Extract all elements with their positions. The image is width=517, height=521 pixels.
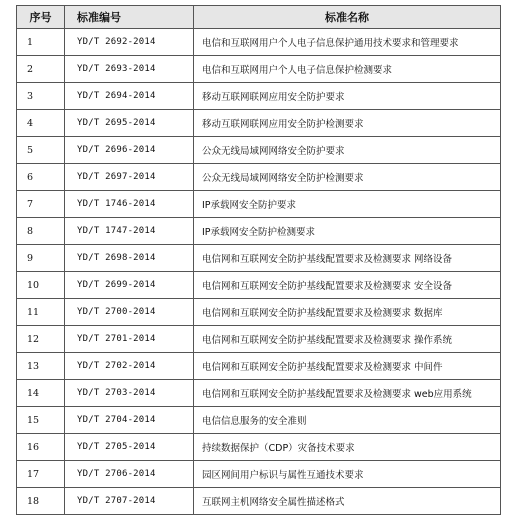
table-row	[17, 434, 501, 461]
table-row	[17, 83, 501, 110]
row-number: 12	[17, 326, 65, 353]
row-number: 10	[17, 272, 65, 299]
standards-table-container	[16, 5, 500, 515]
table-row	[17, 272, 501, 299]
row-code: YD/T 2707-2014	[65, 488, 194, 515]
row-number: 8	[17, 218, 65, 245]
row-name: IP承载网安全防护检测要求	[194, 218, 501, 245]
row-number: 3	[17, 83, 65, 110]
table-row	[17, 407, 501, 434]
header-row	[17, 6, 501, 29]
row-code: YD/T 2693-2014	[65, 56, 194, 83]
row-code: YD/T 2699-2014	[65, 272, 194, 299]
header-number: 序号	[17, 6, 65, 29]
table-row	[17, 137, 501, 164]
row-name: 互联网主机网络安全属性描述格式	[194, 488, 501, 515]
row-code: YD/T 2696-2014	[65, 137, 194, 164]
row-name: 电信信息服务的安全准则	[194, 407, 501, 434]
row-number: 15	[17, 407, 65, 434]
row-name: 电信网和互联网安全防护基线配置要求及检测要求 数据库	[194, 299, 501, 326]
row-name: 电信网和互联网安全防护基线配置要求及检测要求 中间件	[194, 353, 501, 380]
row-code: YD/T 2697-2014	[65, 164, 194, 191]
row-code: YD/T 2701-2014	[65, 326, 194, 353]
row-name: 公众无线局域网网络安全防护要求	[194, 137, 501, 164]
table-row	[17, 164, 501, 191]
row-number: 7	[17, 191, 65, 218]
table-row	[17, 326, 501, 353]
row-name: 电信和互联网用户个人电子信息保护检测要求	[194, 56, 501, 83]
row-code: YD/T 2705-2014	[65, 434, 194, 461]
row-code: YD/T 2694-2014	[65, 83, 194, 110]
row-number: 5	[17, 137, 65, 164]
table-row	[17, 29, 501, 56]
table-row	[17, 218, 501, 245]
row-number: 17	[17, 461, 65, 488]
row-code: YD/T 2703-2014	[65, 380, 194, 407]
table-row	[17, 110, 501, 137]
row-name: 持续数据保护（CDP）灾备技术要求	[194, 434, 501, 461]
row-code: YD/T 2702-2014	[65, 353, 194, 380]
row-code: YD/T 2704-2014	[65, 407, 194, 434]
table-row	[17, 56, 501, 83]
table-row	[17, 245, 501, 272]
row-name: 公众无线局域网网络安全防护检测要求	[194, 164, 501, 191]
row-name: 移动互联网联网应用安全防护要求	[194, 83, 501, 110]
row-name: 园区网间用户标识与属性互通技术要求	[194, 461, 501, 488]
row-number: 1	[17, 29, 65, 56]
row-code: YD/T 2695-2014	[65, 110, 194, 137]
table-row	[17, 488, 501, 515]
row-number: 11	[17, 299, 65, 326]
row-number: 2	[17, 56, 65, 83]
table-body	[17, 29, 501, 515]
table-row	[17, 461, 501, 488]
standards-table	[16, 5, 501, 515]
row-number: 9	[17, 245, 65, 272]
row-code: YD/T 1747-2014	[65, 218, 194, 245]
table-row	[17, 191, 501, 218]
row-number: 14	[17, 380, 65, 407]
table-row	[17, 299, 501, 326]
row-name: 移动互联网联网应用安全防护检测要求	[194, 110, 501, 137]
row-name: 电信网和互联网安全防护基线配置要求及检测要求 安全设备	[194, 272, 501, 299]
row-name: 电信网和互联网安全防护基线配置要求及检测要求 web应用系统	[194, 380, 501, 407]
header-name: 标准名称	[194, 6, 501, 29]
row-name: 电信网和互联网安全防护基线配置要求及检测要求 网络设备	[194, 245, 501, 272]
row-code: YD/T 2698-2014	[65, 245, 194, 272]
row-code: YD/T 2706-2014	[65, 461, 194, 488]
table-header	[17, 6, 501, 29]
row-number: 4	[17, 110, 65, 137]
header-code: 标准编号	[65, 6, 194, 29]
table-row	[17, 353, 501, 380]
row-name: IP承载网安全防护要求	[194, 191, 501, 218]
row-number: 6	[17, 164, 65, 191]
row-code: YD/T 2700-2014	[65, 299, 194, 326]
row-name: 电信网和互联网安全防护基线配置要求及检测要求 操作系统	[194, 326, 501, 353]
row-code: YD/T 1746-2014	[65, 191, 194, 218]
row-number: 13	[17, 353, 65, 380]
table-row	[17, 380, 501, 407]
row-name: 电信和互联网用户个人电子信息保护通用技术要求和管理要求	[194, 29, 501, 56]
row-number: 18	[17, 488, 65, 515]
row-number: 16	[17, 434, 65, 461]
row-code: YD/T 2692-2014	[65, 29, 194, 56]
